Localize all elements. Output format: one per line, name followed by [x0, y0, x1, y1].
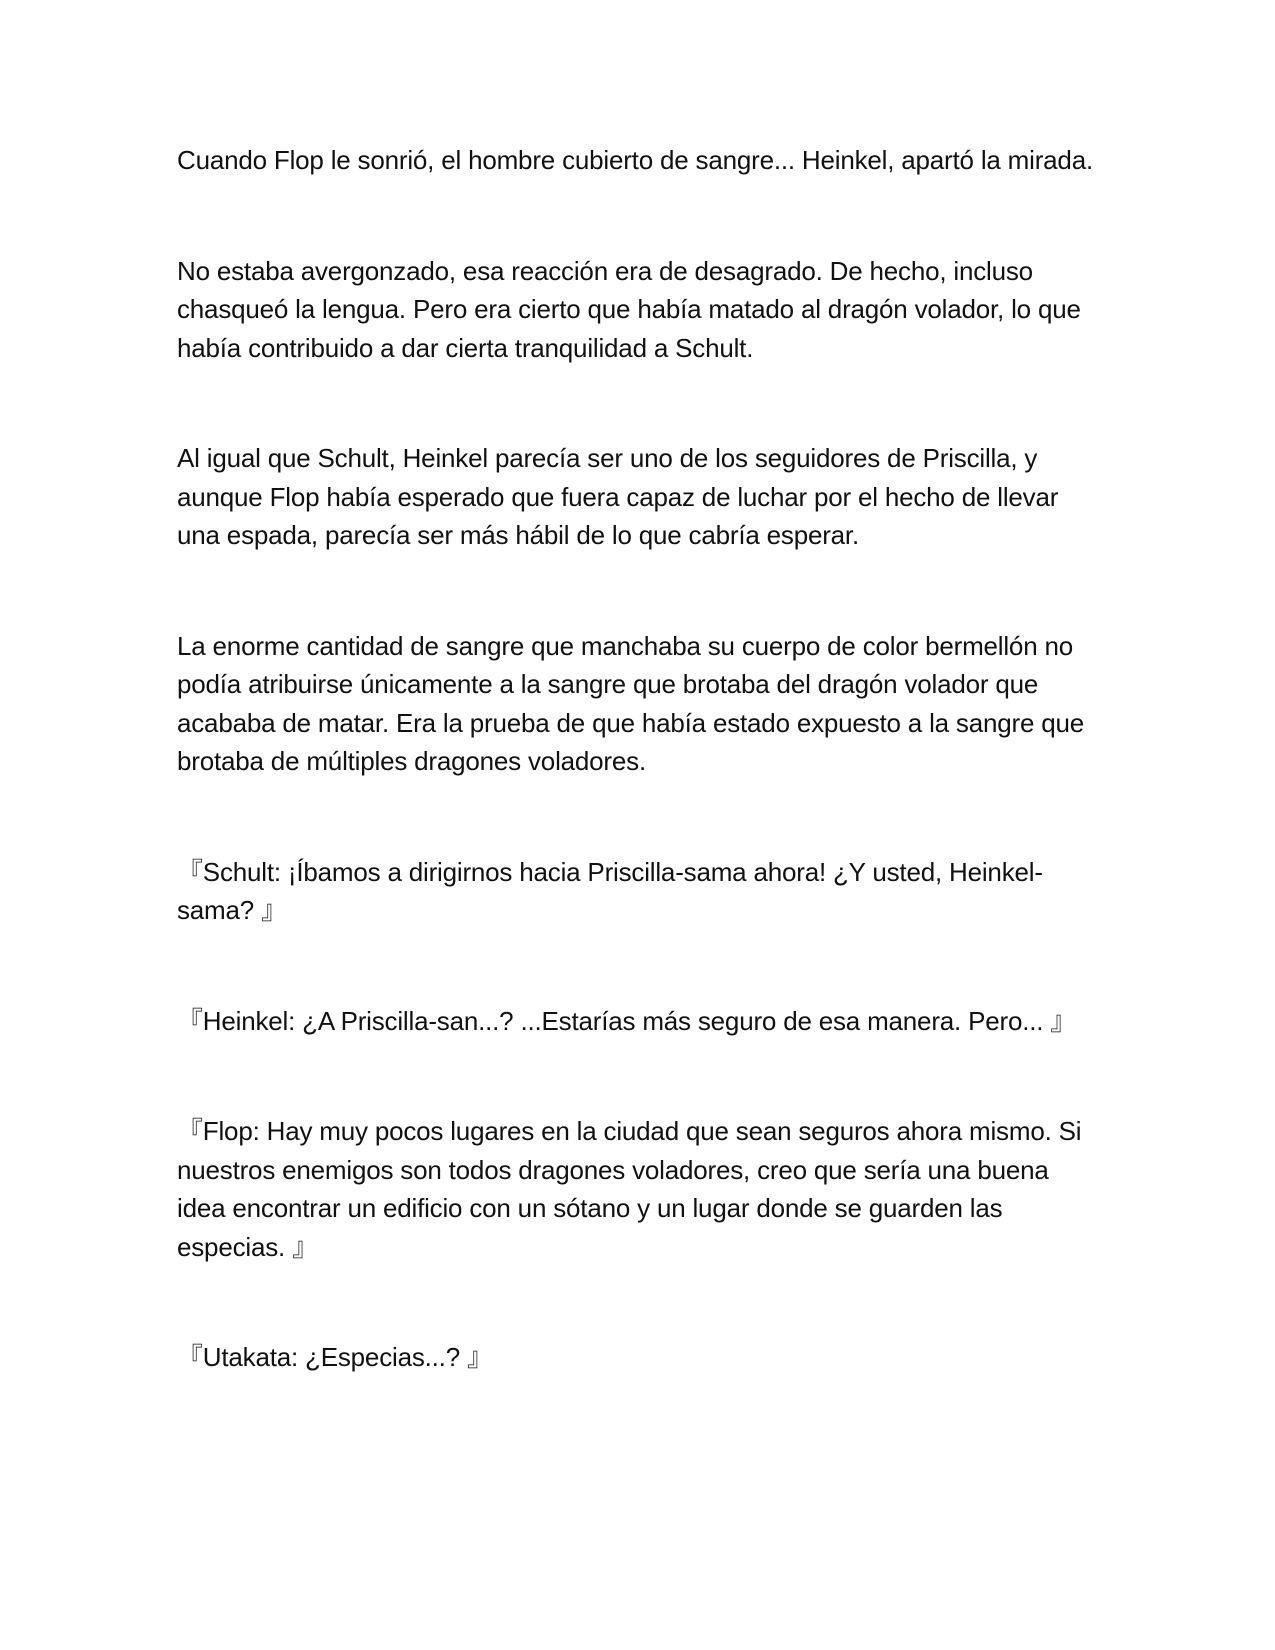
paragraph-2: No estaba avergonzado, esa reacción era de desagrado. De hecho, incluso chasqueó la lengua. Pero era cierto que había matado al dragón volador, lo que había contribuido a dar cierta tranquilidad a Schult.	[177, 255, 1081, 363]
dialogue-flop: 『Flop: Hay muy pocos lugares en la ciudad que sean seguros ahora mismo. Si nuestros enemigos son todos dragones voladores, creo que sería una buena idea encontrar un edificio con un sótano y un lugar donde se guarden las especias. 』	[177, 1116, 1082, 1262]
dialogue-utakata: 『Utakata: ¿Especias...? 』	[177, 1342, 493, 1372]
dialogue-schult: 『Schult: ¡Íbamos a dirigirnos hacia Priscilla-sama ahora! ¿Y usted, Heinkel-sama? 』	[177, 856, 1043, 925]
paragraph-4: La enorme cantidad de sangre que manchaba su cuerpo de color bermellón no podía atribuirse únicamente a la sangre que brotaba del dragón volador que acababa de matar. Era la prueba de que había estado expuesto a la sangre que brotaba de múltiples dragones voladores.	[177, 630, 1085, 776]
dialogue-heinkel: 『Heinkel: ¿A Priscilla-san...? ...Estarías más seguro de esa manera. Pero... 』	[177, 1005, 1077, 1036]
paragraph-1: Cuando Flop le sonrió, el hombre cubierto de sangre... Heinkel, apartó la mirada.	[177, 145, 1093, 175]
paragraph-3: Al igual que Schult, Heinkel parecía ser uno de los seguidores de Priscilla, y aunque Flop había esperado que fuera capaz de luchar por el hecho de llevar una espada, parecía ser más hábil de lo que cabría esperar.	[177, 443, 1059, 550]
document-body	[177, 141, 1097, 1377]
